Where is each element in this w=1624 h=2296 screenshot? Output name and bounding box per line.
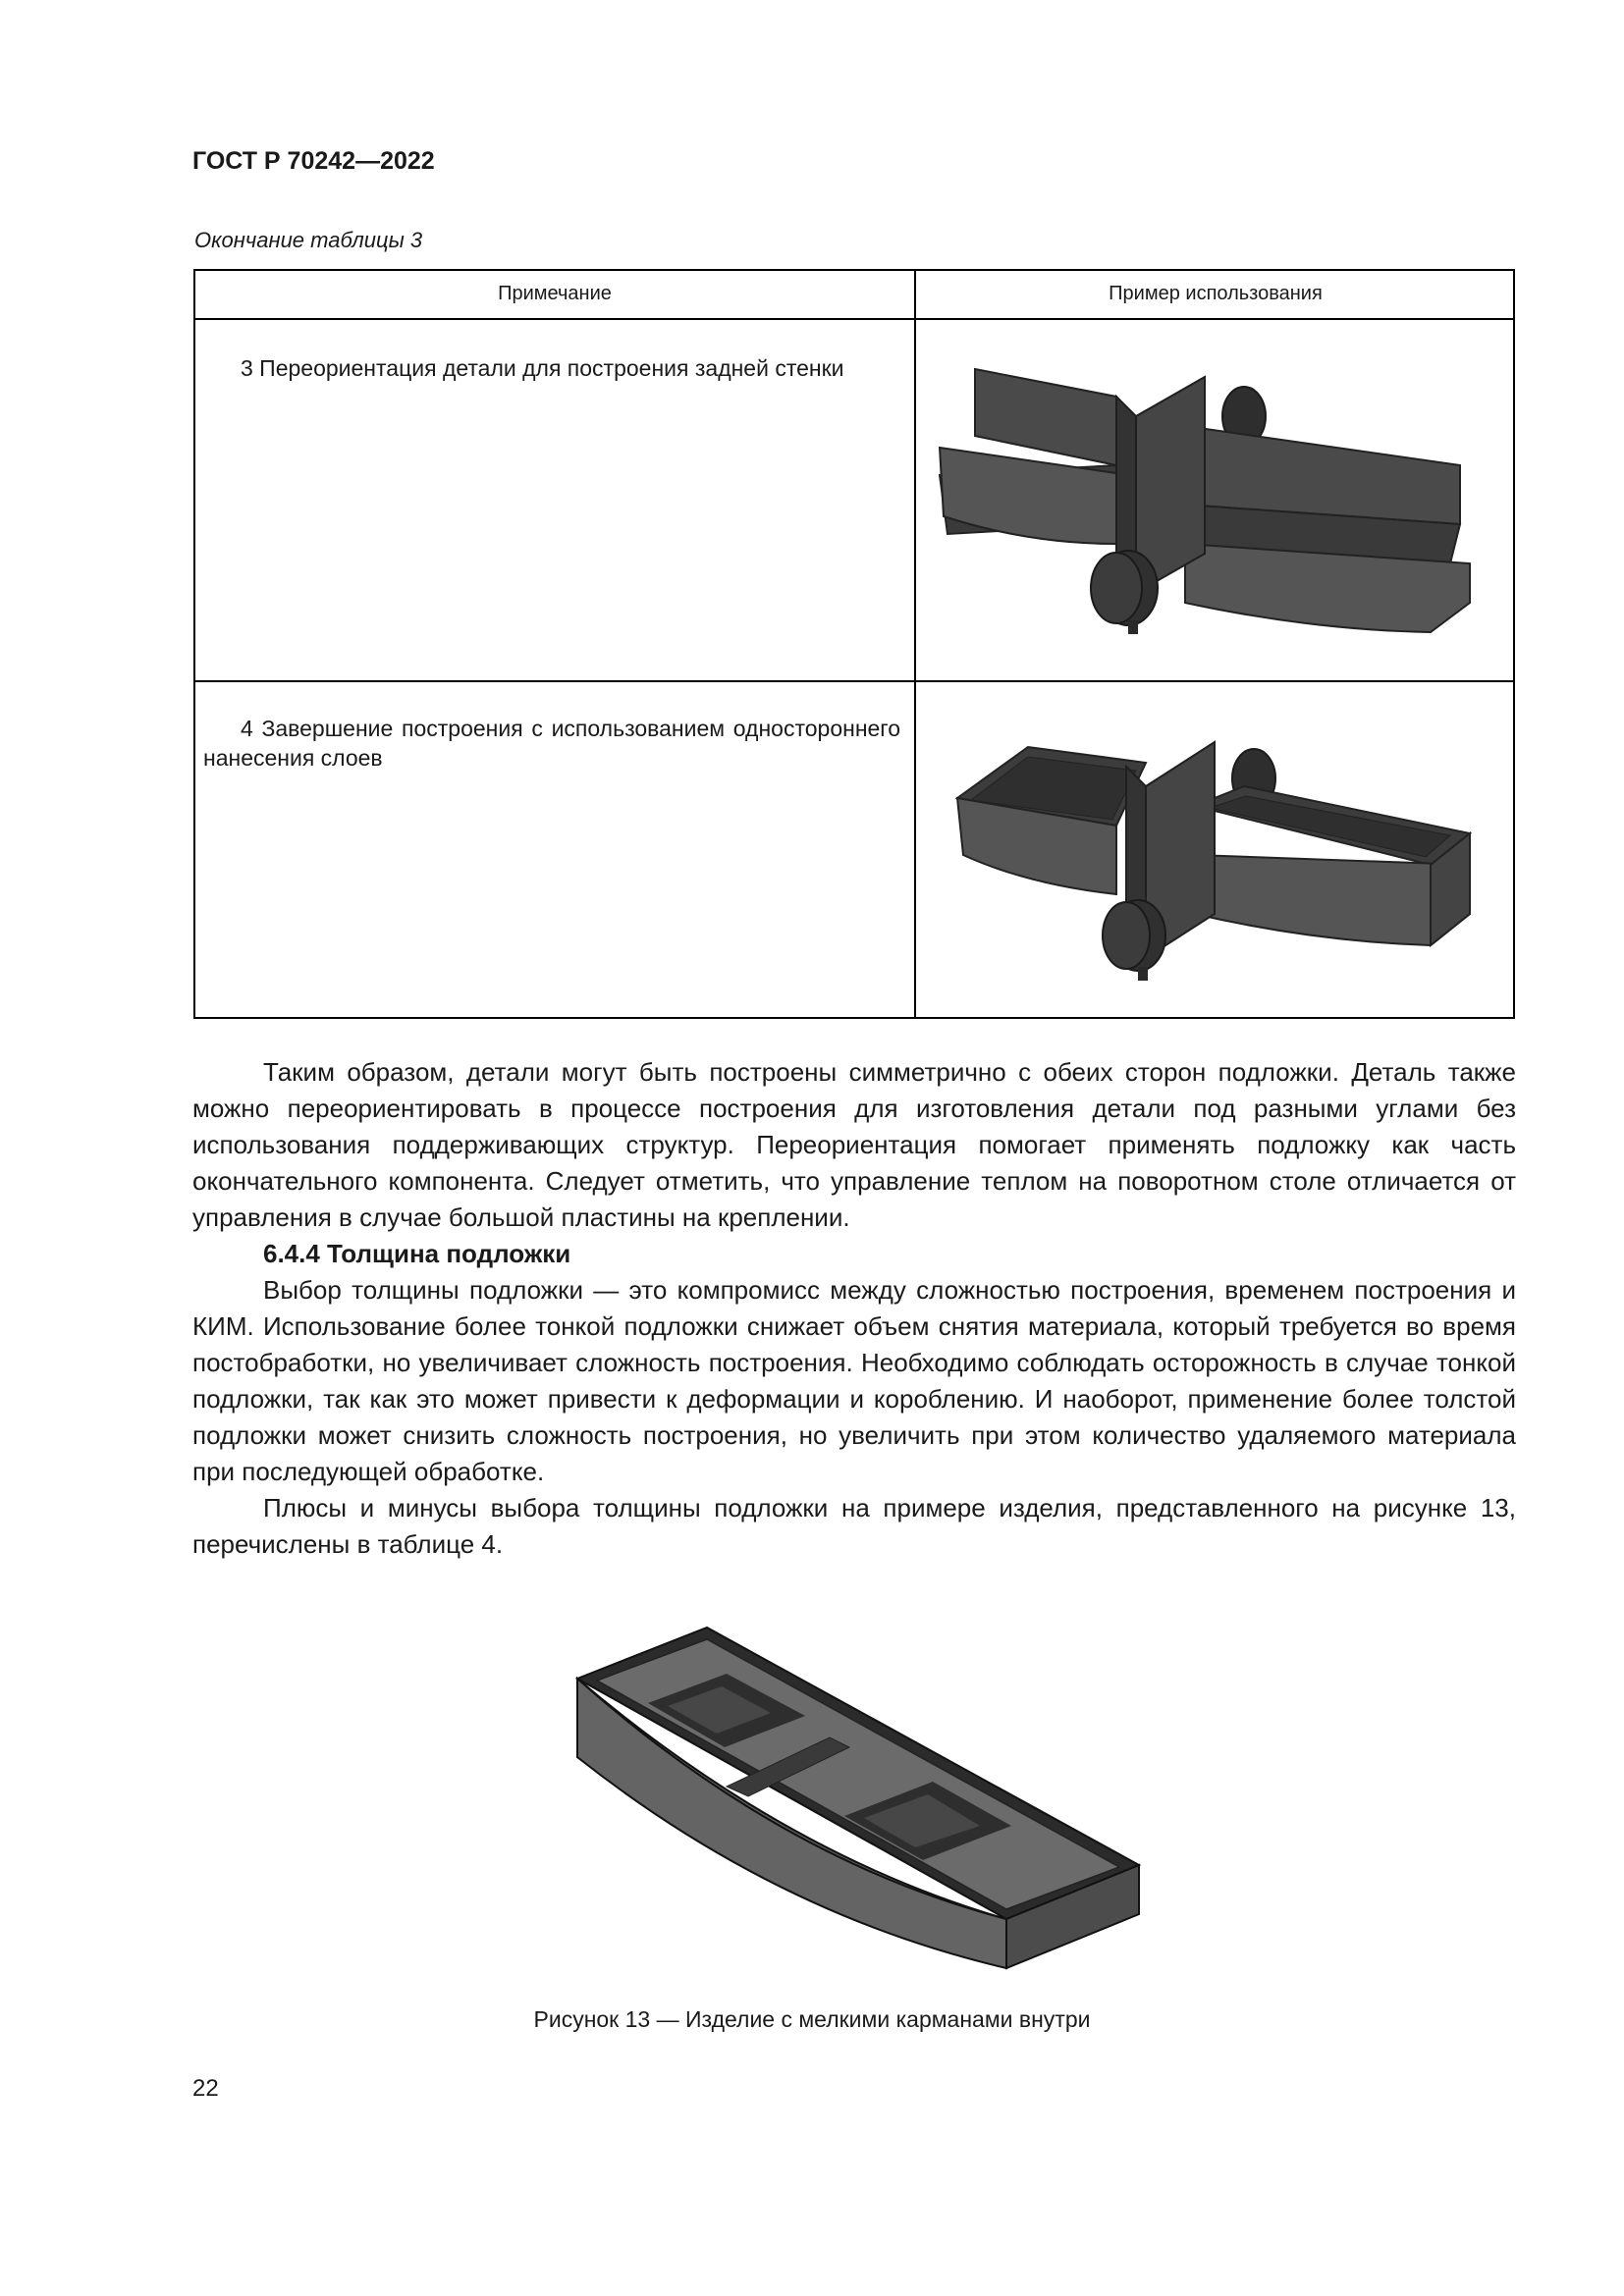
paragraph: Плюсы и минусы выбора толщины подложки на примере изделия, представленного на рисунке 13, перечислены в таблице 4. bbox=[192, 1493, 1516, 1559]
table-row-note: 3 Переориентация детали для построения задней стенки bbox=[241, 355, 844, 381]
table-caption: Окончание таблицы 3 bbox=[194, 228, 423, 252]
column-header-example: Пример использования bbox=[1109, 283, 1323, 304]
table-row-note: 4 Завершение построения с использованием одностороннего нанесения слоев bbox=[203, 716, 900, 771]
paragraph: Выбор толщины подложки — это компромисс между сложностью построения, временем построения и КИМ. Использование более тонкой подложки снижает объем снятия материала, который требуется во время постобработки, но увеличивает сложность построения. Необходимо соблюдать осторожность в случае тонкой подложки, так как это может привести к деформации и короблению. И наоборот, применение более толстой подложки может снизить сложность построения, но увеличить при этом количество удаляемого материала при последующей обработке. bbox=[192, 1275, 1516, 1486]
column-header-note: Примечание bbox=[498, 283, 612, 304]
page-number: 22 bbox=[192, 2075, 219, 2102]
figure-13-illustration bbox=[560, 1590, 1168, 1983]
table-3 bbox=[193, 269, 1515, 1019]
body-text bbox=[192, 1054, 1516, 1563]
part-reorientation-illustration bbox=[920, 357, 1509, 652]
figure-caption: Рисунок 13 — Изделие с мелкими карманами внутри bbox=[533, 2006, 1091, 2032]
completed-build-illustration bbox=[920, 718, 1509, 1012]
section-heading: 6.4.4 Толщина подложки bbox=[263, 1239, 571, 1268]
document-header: ГОСТ Р 70242—2022 bbox=[192, 147, 435, 175]
paragraph: Таким образом, детали могут быть построены симметрично с обеих сторон подложки. Деталь также можно переориентировать в процессе построения для изготовления детали под разными углами без использования поддерживающих структур. Переориентация помогает применять подложку как часть окончательного компонента. Следует отметить, что управление теплом на поворотном столе отличается от управления в случае большой пластины на креплении. bbox=[192, 1057, 1516, 1232]
